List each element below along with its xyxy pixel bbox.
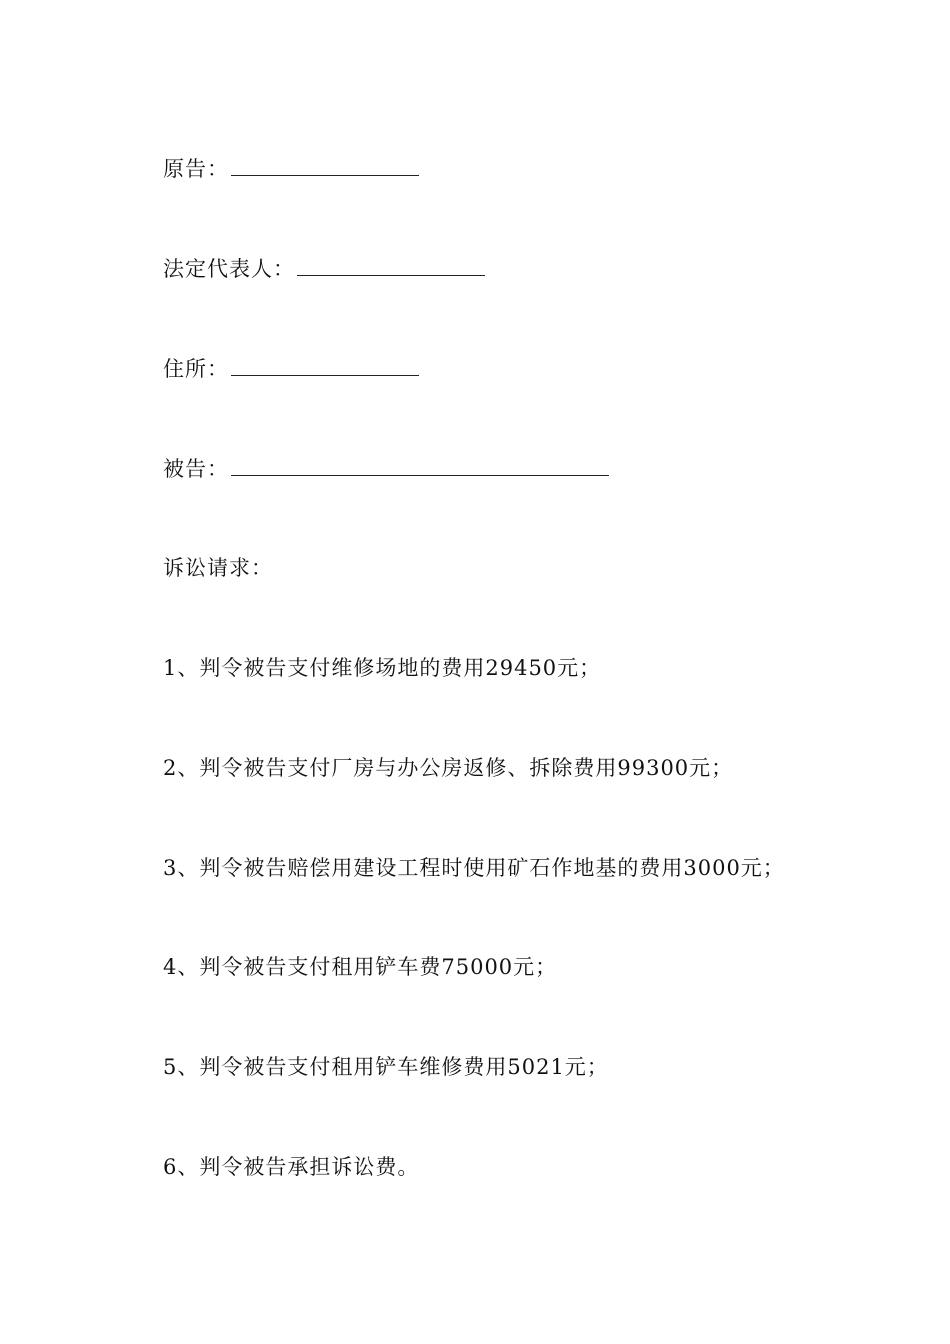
claim-item: 1、判令被告支付维修场地的费用29450元； <box>163 656 602 680</box>
legal-rep-label: 法定代表人： <box>163 257 295 281</box>
claims-heading: 诉讼请求： <box>163 556 273 580</box>
defendant-line <box>163 455 609 483</box>
legal-rep-blank <box>297 257 485 276</box>
plaintiff-label: 原告： <box>163 157 229 181</box>
claim-item: 4、判令被告支付租用铲车费75000元； <box>163 955 558 979</box>
address-blank <box>231 357 419 376</box>
address-line <box>163 355 419 383</box>
defendant-label: 被告： <box>163 457 229 481</box>
defendant-blank <box>231 457 609 476</box>
legal-rep-line <box>163 255 485 283</box>
claim-item: 3、判令被告赔偿用建设工程时使用矿石作地基的费用3000元； <box>163 856 785 880</box>
claim-item: 2、判令被告支付厂房与办公房返修、拆除费用99300元； <box>163 756 734 780</box>
claim-item: 6、判令被告承担诉讼费。 <box>163 1155 420 1179</box>
plaintiff-blank <box>231 157 419 176</box>
plaintiff-line <box>163 155 419 183</box>
claim-item: 5、判令被告支付租用铲车维修费用5021元； <box>163 1055 609 1079</box>
address-label: 住所： <box>163 357 229 381</box>
